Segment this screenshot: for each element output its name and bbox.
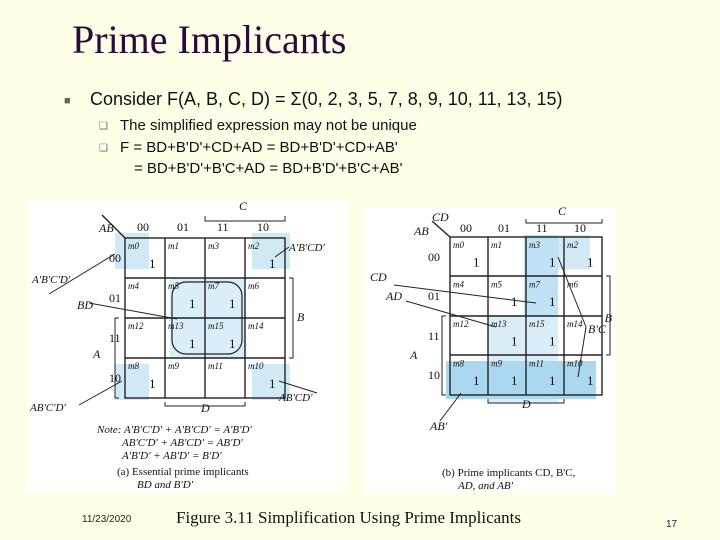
bullet-square-icon: ■ bbox=[64, 95, 71, 107]
page-number: 17 bbox=[666, 519, 678, 530]
kmap-b-var-c: C bbox=[558, 207, 567, 218]
kmap-b-col-00: 00 bbox=[460, 221, 472, 235]
kmap-a-minterm-label: m7 bbox=[208, 281, 219, 291]
kmap-b-minterm-label: m11 bbox=[529, 358, 544, 369]
kmap-b-label-cd: CD bbox=[370, 270, 387, 284]
kmap-a-minterm-label: m6 bbox=[248, 281, 259, 291]
kmap-a-note-1: Note: A'B'C'D' + A'B'CD' = A'B'D' bbox=[97, 424, 252, 436]
kmap-b-cell-value: 1 bbox=[549, 294, 556, 309]
kmap-b-col-01: 01 bbox=[498, 221, 510, 235]
kmap-b-minterm-label: m9 bbox=[491, 358, 502, 369]
kmap-b-caption-1: (b) Prime implicants CD, B'C, bbox=[442, 467, 576, 479]
sub-bullet-1: The simplified expression may not be unique bbox=[120, 117, 417, 134]
kmap-b-minterm-label: m5 bbox=[491, 279, 502, 290]
kmap-a-row-01: 01 bbox=[109, 291, 121, 305]
kmap-b-minterm-label: m12 bbox=[453, 319, 469, 329]
kmap-b-svg bbox=[366, 207, 616, 494]
kmap-a-cell-value: 1 bbox=[189, 336, 196, 351]
kmap-b-minterm-label: m7 bbox=[529, 279, 540, 290]
kmap-a-minterm-label: m15 bbox=[208, 321, 224, 331]
kmap-b-minterm-label: m13 bbox=[491, 319, 507, 329]
kmap-a-cell-value: 1 bbox=[269, 256, 276, 271]
kmap-b-label-a: A bbox=[410, 348, 418, 362]
kmap-a-col-00: 00 bbox=[137, 220, 149, 234]
kmap-a-col-10: 10 bbox=[257, 220, 269, 234]
kmap-b-minterm-label: m0 bbox=[453, 240, 464, 250]
kmap-b-minterm-label: m15 bbox=[529, 319, 545, 329]
kmap-a-label-d: D bbox=[201, 401, 210, 415]
kmap-a-cell-value: 1 bbox=[149, 376, 156, 391]
kmap-a-label-b: B bbox=[297, 310, 305, 324]
kmap-a-label-bd: BD bbox=[77, 298, 93, 312]
footer-date: 11/23/2020 bbox=[82, 514, 132, 525]
kmap-b-caption-2: AD, and AB' bbox=[458, 480, 514, 492]
kmap-a-minterm-label: m13 bbox=[168, 321, 184, 331]
kmap-a-label-a: A bbox=[93, 347, 101, 361]
kmap-a-caption-1: (a) Essential prime implicants bbox=[117, 466, 249, 478]
kmap-b-minterm-label: m14 bbox=[567, 319, 583, 329]
sub-bullet-3: = BD+B'D'+B'C+AD = BD+B'D'+B'C+AB' bbox=[134, 160, 403, 177]
kmap-a-cell-value: 1 bbox=[229, 296, 236, 311]
kmap-a-cell-value: 1 bbox=[229, 336, 236, 351]
kmap-b-cell-value: 1 bbox=[473, 254, 480, 270]
kmap-b-corner-ab: AB bbox=[414, 224, 429, 238]
kmap-a-minterm-label: m2 bbox=[248, 241, 259, 251]
kmap-a-figure bbox=[27, 199, 347, 492]
kmap-a-note-3: A'B'D' + AB'D' = B'D' bbox=[122, 450, 222, 462]
kmap-b-label-abp: AB' bbox=[430, 419, 448, 433]
kmap-b-col-11: 11 bbox=[536, 221, 548, 235]
kmap-b-label-ad: AD bbox=[386, 289, 402, 303]
kmap-a-minterm-label: m4 bbox=[128, 281, 139, 291]
kmap-a-minterm-label: m9 bbox=[168, 361, 179, 371]
sub-bullet-icon: ❑ bbox=[99, 121, 108, 132]
kmap-b-cell-value: 1 bbox=[511, 333, 518, 349]
kmap-b-figure bbox=[366, 207, 616, 494]
kmap-b-cell-value: 1 bbox=[587, 254, 594, 270]
kmap-b-minterm-label: m4 bbox=[453, 279, 464, 290]
kmap-a-caption-2: BD and B'D' bbox=[137, 479, 194, 491]
kmap-a-cell-value: 1 bbox=[149, 256, 156, 271]
kmap-b-label-d: D bbox=[522, 397, 531, 411]
kmap-b-minterm-label: m3 bbox=[529, 240, 540, 250]
main-bullet: Consider F(A, B, C, D) = Σ(0, 2, 3, 5, 7, 8, 9, 10, 11, 13, 15) bbox=[90, 89, 563, 109]
kmap-a-corner: AB bbox=[99, 221, 114, 235]
kmap-a-minterm-label: m12 bbox=[128, 321, 144, 331]
kmap-b-minterm-label: m8 bbox=[453, 358, 464, 369]
kmap-a-row-11: 11 bbox=[109, 331, 121, 345]
kmap-b-cell-value: 1 bbox=[549, 373, 556, 388]
kmap-b-cell-value: 1 bbox=[549, 333, 556, 349]
kmap-b-cell-value: 1 bbox=[473, 373, 480, 388]
kmap-a-minterm-label: m11 bbox=[208, 361, 223, 371]
kmap-b-cell-value: 1 bbox=[511, 294, 518, 309]
kmap-a-label-left-bottom: AB'C'D' bbox=[30, 402, 66, 414]
kmap-b-label-bc: B'C bbox=[588, 322, 606, 336]
kmap-b-row-01: 01 bbox=[428, 289, 440, 303]
kmap-a-col-11: 11 bbox=[217, 220, 229, 234]
kmap-a-minterm-label: m0 bbox=[128, 241, 139, 251]
kmap-a-label-right-bottom: AB'CD' bbox=[279, 392, 313, 404]
kmap-b-minterm-label: m6 bbox=[567, 279, 578, 290]
kmap-a-cell-value: 1 bbox=[269, 376, 276, 391]
kmap-a-row-10: 10 bbox=[109, 371, 121, 385]
kmap-b-label-b: B bbox=[604, 311, 612, 325]
figure-caption: Figure 3.11 Simplification Using Prime Implicants bbox=[176, 508, 522, 527]
kmap-a-var-c: C bbox=[239, 199, 248, 213]
kmap-a-cell-value: 1 bbox=[189, 296, 196, 311]
kmap-b-row-10: 10 bbox=[428, 368, 440, 382]
sub-bullet-2: F = BD+B'D'+CD+AD = BD+B'D'+CD+AB' bbox=[120, 139, 398, 156]
kmap-a-minterm-label: m10 bbox=[248, 361, 264, 371]
kmap-a-minterm-label: m1 bbox=[168, 241, 179, 251]
kmap-a-col-01: 01 bbox=[177, 220, 189, 234]
kmap-b-minterm-label: m10 bbox=[567, 358, 583, 369]
kmap-a-minterm-label: m14 bbox=[248, 321, 264, 331]
kmap-b-minterm-label: m1 bbox=[491, 240, 502, 250]
kmap-b-corner-cd: CD bbox=[432, 210, 449, 224]
kmap-a-minterm-label: m5 bbox=[168, 281, 179, 291]
kmap-a-label-left-top: A'B'C'D' bbox=[32, 274, 71, 286]
kmap-b-cell-value: 1 bbox=[587, 373, 594, 388]
kmap-a-label-right-top: A'B'CD' bbox=[289, 242, 325, 254]
kmap-b-cell-value: 1 bbox=[511, 373, 518, 388]
kmap-a-svg bbox=[27, 199, 347, 492]
sub-bullet-icon: ❑ bbox=[99, 143, 108, 154]
kmap-b-col-10: 10 bbox=[574, 221, 586, 235]
kmap-a-note-2: AB'C'D' + AB'CD' = AB'D' bbox=[122, 437, 243, 449]
kmap-b-cell-value: 1 bbox=[549, 254, 556, 270]
kmap-b-row-00: 00 bbox=[428, 250, 440, 264]
kmap-a-minterm-label: m8 bbox=[128, 361, 139, 371]
kmap-a-minterm-label: m3 bbox=[208, 241, 219, 251]
kmap-b-minterm-label: m2 bbox=[567, 240, 578, 250]
kmap-a-row-00: 00 bbox=[109, 251, 121, 265]
page-title: Prime Implicants bbox=[72, 17, 347, 62]
kmap-b-row-11: 11 bbox=[428, 329, 440, 343]
